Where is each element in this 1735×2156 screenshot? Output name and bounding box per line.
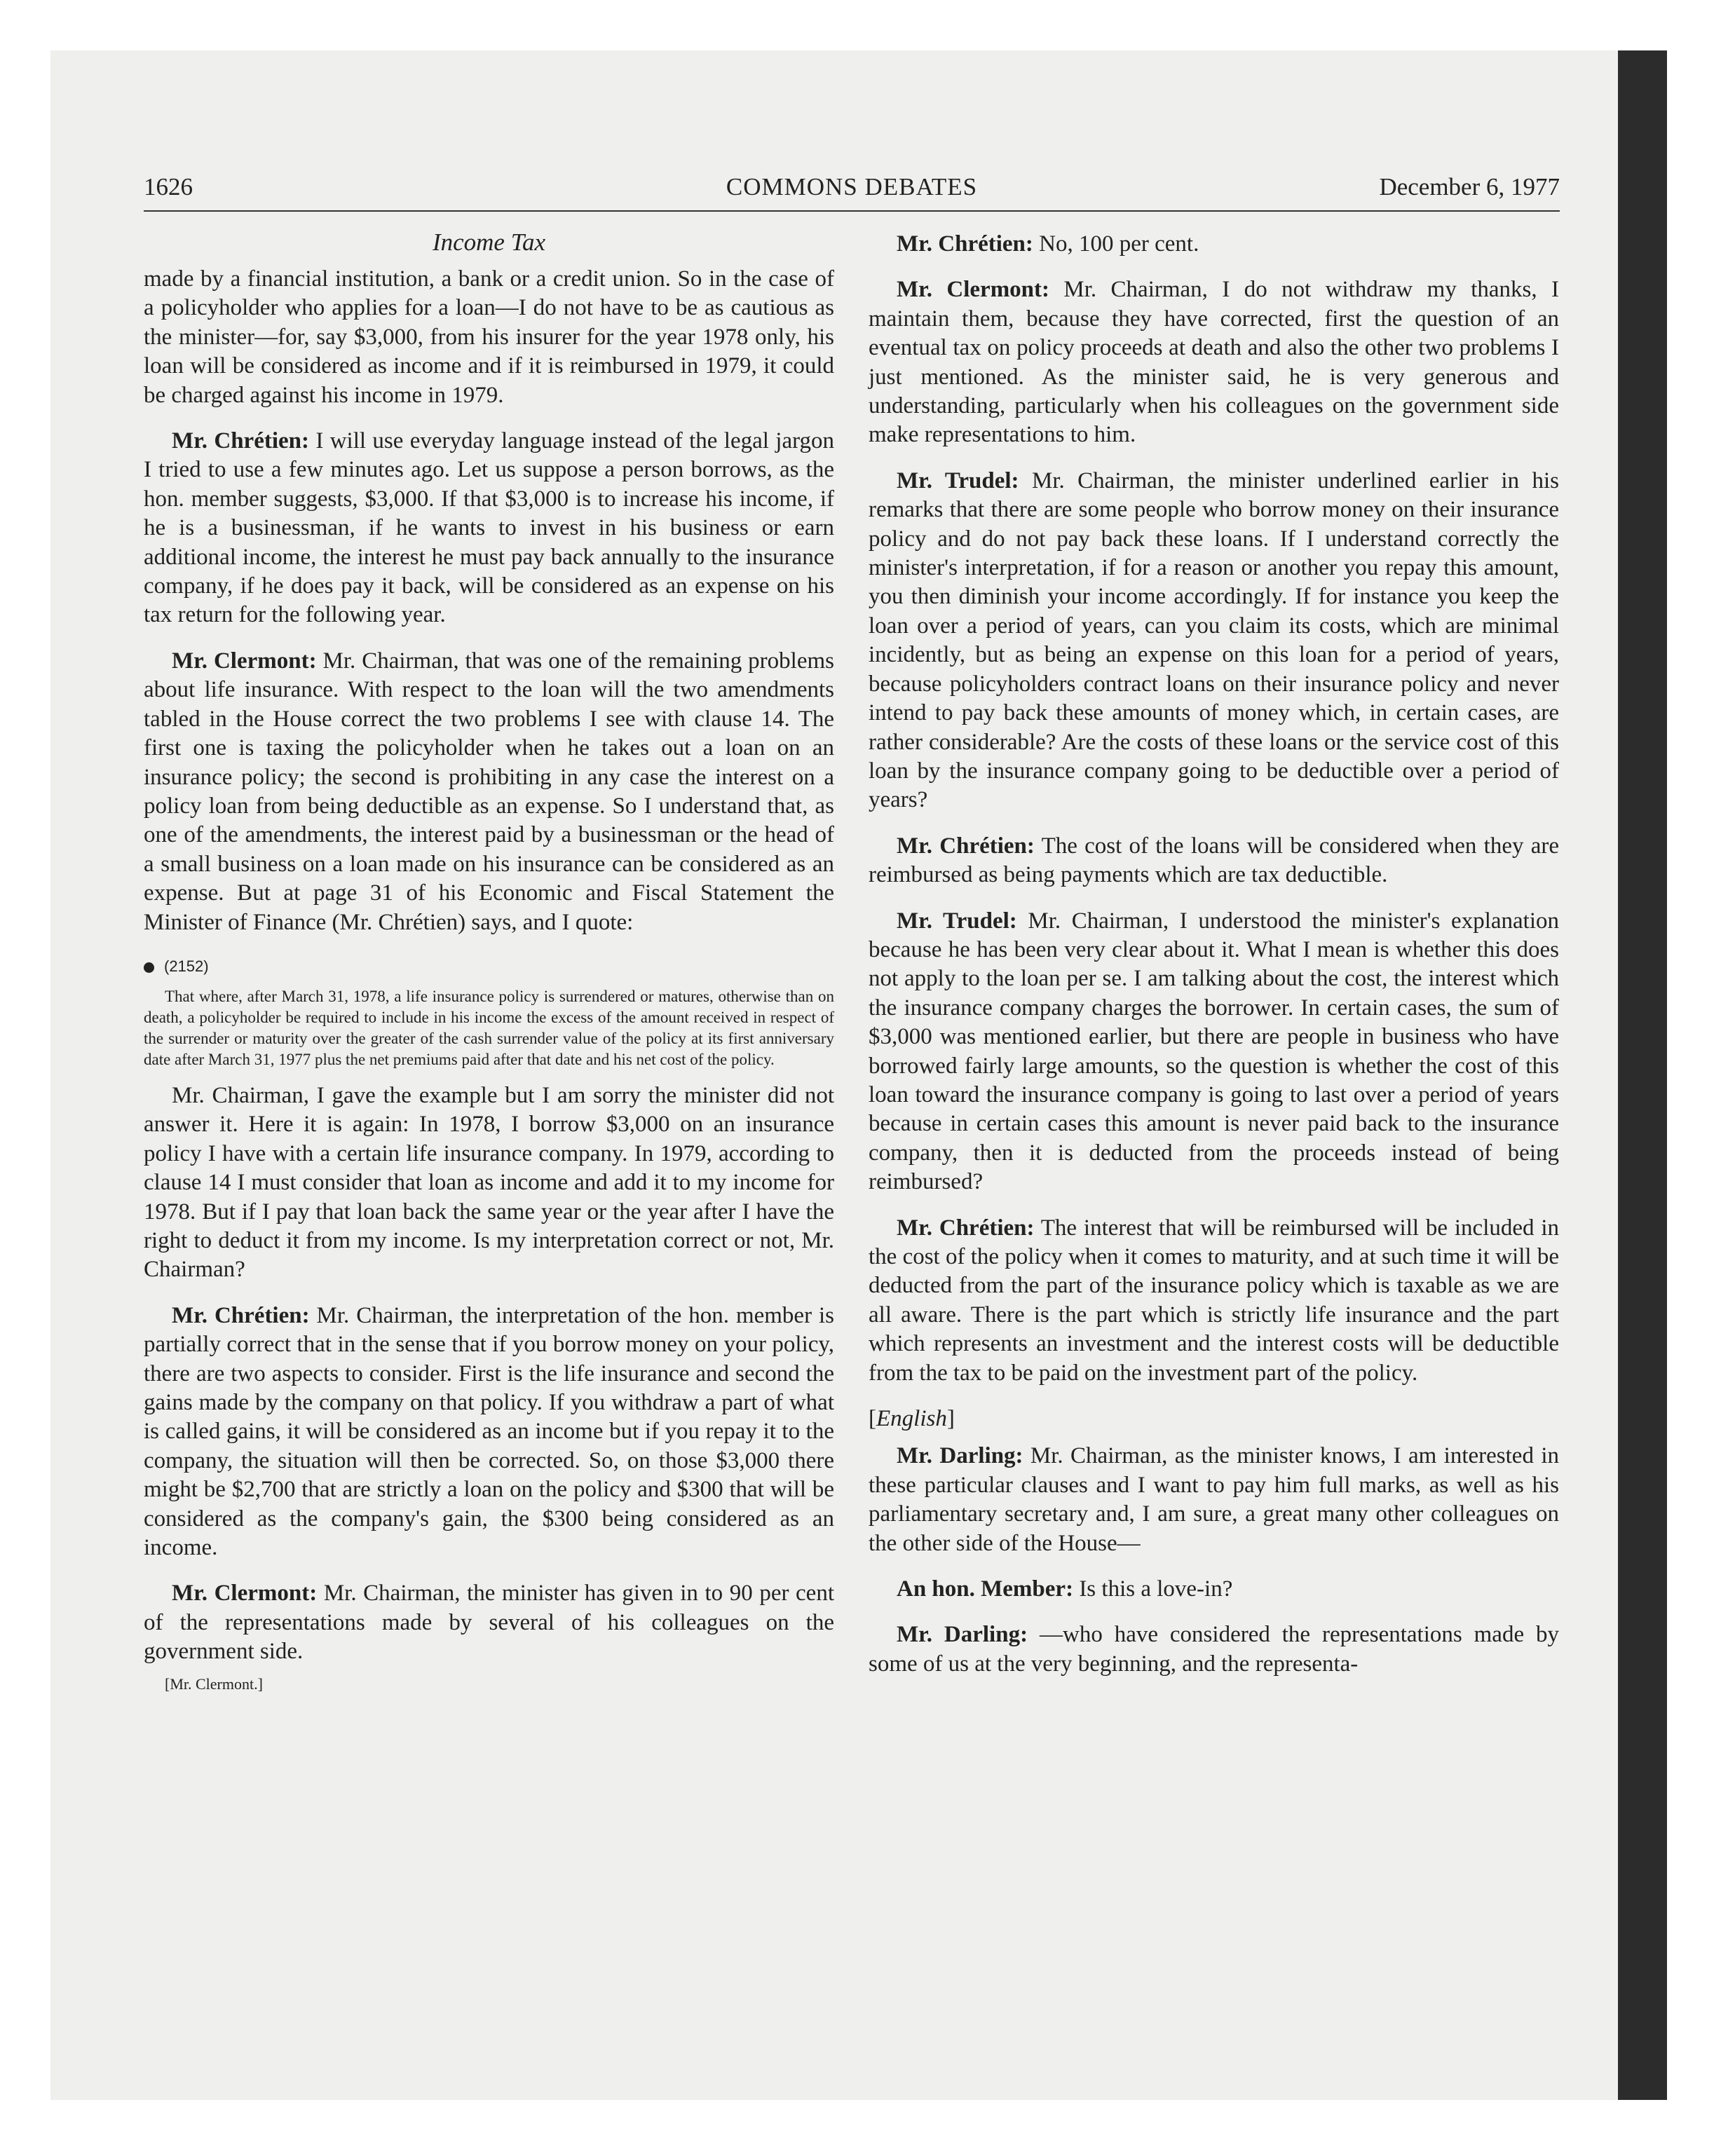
language-marker-text: English xyxy=(876,1406,947,1432)
speech-text: Mr. Chairman, I understood the minister's explanation because he has been very clear about it. What I mean is whether this does not apply to the loan per se. I am talking about the cost, the interest which the insurance company charges the borrower. In certain cases, the sum of $3,000 was mentioned earlier, but there are people in business who have borrowed fairly large amounts, so the question is whether the cost of this loan toward the insurance company is going to last over a period of years because in certain cases this amount is never paid back to the insurance company, then it is deducted from the proceeds instead of being reimbursed? xyxy=(869,908,1559,1195)
speaker-name: An hon. Member: xyxy=(897,1576,1074,1602)
speech-text: Mr. Chairman, as the minister knows, I am interested in these particular clauses and I want to pay him full marks, as well as his parliamentary secretary and, I am sure, a great many other colleagues on the other side of the House— xyxy=(869,1443,1559,1556)
speaker-name: Mr. Clermont: xyxy=(172,648,317,674)
running-header xyxy=(144,171,1560,212)
speaker-name: Mr. Darling: xyxy=(897,1622,1028,1648)
speaker-name: Mr. Chrétien: xyxy=(897,231,1033,257)
debate-subject: Income Tax xyxy=(432,228,546,256)
speech-text: Is this a love-in? xyxy=(1079,1576,1233,1602)
publication-title: COMMONS DEBATES xyxy=(726,173,978,200)
time-marker-text: (2152) xyxy=(164,957,209,975)
speech-text: Mr. Chairman, the minister has given in to 90 per cent of the representations made by several of his colleagues on the government side. xyxy=(144,1581,834,1665)
left-column xyxy=(144,265,834,1695)
speaker-name: Mr. Chrétien: xyxy=(172,1302,310,1328)
speech-paragraph xyxy=(144,647,834,937)
speaker-name: Mr. Chrétien: xyxy=(172,428,309,454)
speech-paragraph xyxy=(869,907,1559,1197)
speech-text: Mr. Chairman, I do not withdraw my thanks, I maintain them, because they have corrected, first the question of an eventual tax on policy proceeds at death and also the other two problems I just mentioned. As the minister said, he is very generous and understanding, particularly when his colleagues on the government side make representations to him. xyxy=(869,277,1559,448)
speech-paragraph xyxy=(144,427,834,630)
speech-text: No, 100 per cent. xyxy=(1039,231,1199,257)
speech-paragraph xyxy=(869,1575,1559,1604)
speech-paragraph xyxy=(869,832,1559,890)
speech-paragraph xyxy=(869,230,1559,259)
speech-text: Mr. Chairman, the minister underlined earlier in his remarks that there are some people who borrow money on their insurance policy and do not pay back these loans. If I understand correctly the minister's interpretation, if for a reason or another you repay this amount, you then diminish your income accordingly. If for instance you keep the loan over a period of years, can you claim its costs, which are minimal incidently, but as being an expense on this loan for a period of years, because policyholders contract loans on their insurance policy and never intend to pay back these amounts of money which, in certain cases, are rather considerable? Are the costs of these loans or the service cost of this loan by the insurance company going to be deductible over a period of years? xyxy=(869,468,1560,813)
speaker-name: Mr. Chrétien: xyxy=(897,1215,1035,1241)
sitting-date: December 6, 1977 xyxy=(1379,173,1560,200)
speech-paragraph xyxy=(869,1214,1559,1388)
speech-text: The cost of the loans will be considered when they are reimbursed as being payments which are tax deductible. xyxy=(869,833,1560,888)
scanner-edge-bar xyxy=(1618,50,1667,2100)
right-column xyxy=(869,231,1560,1696)
speaker-name: Mr. Trudel: xyxy=(897,468,1019,493)
speech-paragraph xyxy=(869,467,1559,815)
continuation-paragraph: Mr. Chairman, I gave the example but I am sorry the minister did not answer it. Here it is again: In 1978, I borrow $3,000 on an insurance policy I have with a certain life insurance company. In 1979, according to clause 14 I must consider that loan as income and add it to my income for 1978. But if I pay that loan back the same year or the year after I have the right to deduct it from my income. Is my interpretation correct or not, Mr. Chairman? xyxy=(144,1082,834,1283)
speaker-name: Mr. Trudel: xyxy=(897,908,1017,934)
speech-text: I will use everyday language instead of the legal jargon I tried to use a few minutes ago. Let us suppose a person borrows, as the hon. member suggests, $3,000. If that $3,000 is to increase his income, if he is a businessman, if he wants to invest in his business or earn additional income, the interest he must pay back annually to the insurance company, if he does pay it back, will be considered as an expense on his tax return for the following year. xyxy=(144,428,835,628)
page-number: 1626 xyxy=(144,173,193,200)
speech-text: Mr. Chairman, the interpretation of the hon. member is partially correct that in the sense that if you borrow money on your policy, there are two aspects to consider. First is the life insurance and second the gains made by the company on that policy. If you withdraw a part of what is called gains, it will be considered as an income but if you repay it to the company, the situation will then be corrected. So, on those $3,000 there might be $2,700 that are strictly a loan on the policy and $300 that will be considered as the company's gain, the $300 being considered as an income. xyxy=(144,1302,835,1561)
speech-paragraph xyxy=(144,1302,834,1563)
speech-text: Mr. Chairman, that was one of the remaining problems about life insurance. With respect to the loan will the two amendments tabled in the House correct the two problems I see with clause 14. The first one is taxing the policyholder when he takes out a loan on an insurance policy; the second is prohibiting in any case the interest on a policy loan from being deductible as an expense. So I understand that, as one of the amendments, the interest paid by a businessman or the head of a small business on a loan made on his insurance can be considered as an expense. But at page 31 of his Economic and Fiscal Statement the Minister of Finance (Mr. Chrétien) says, and I quote: xyxy=(144,648,834,935)
speaker-name: Mr. Darling: xyxy=(897,1443,1023,1469)
time-marker xyxy=(144,954,834,979)
speech-paragraph xyxy=(869,275,1559,449)
speaker-footer-tag: [Mr. Clermont.] xyxy=(165,1674,263,1693)
hansard-page xyxy=(144,171,1560,2007)
speech-text: —who have considered the representations made by some of us at the very beginning, and the representa- xyxy=(869,1622,1559,1677)
speech-paragraph xyxy=(144,1579,834,1666)
speaker-name: Mr. Chrétien: xyxy=(897,833,1035,859)
speech-paragraph xyxy=(869,1442,1559,1558)
speaker-name: Mr. Clermont: xyxy=(172,1581,318,1606)
bullet-icon xyxy=(144,962,154,973)
quoted-statement: That where, after March 31, 1978, a life insurance policy is surrendered or matures, otherwise than on death, a policyholder be required to include in his income the excess of the amount received in respect of the surrender or maturity over the greater of the cash surrender value of the policy at its first anniversary date after March 31, 1977 plus the net premiums paid after that date and his net cost of the policy. xyxy=(144,987,834,1068)
speech-paragraph xyxy=(869,1621,1559,1679)
language-marker: [English] xyxy=(869,1406,955,1432)
speaker-name: Mr. Clermont: xyxy=(897,277,1050,303)
speech-text: The interest that will be reimbursed will be included in the cost of the policy when it comes to maturity, and at such time it will be deducted from the part of the insurance policy which is taxable as we are all aware. There is the part which is strictly life insurance and the part which represents an investment and the interest costs will be deductible from the tax to be paid on the investment part of the policy. xyxy=(869,1215,1560,1386)
opening-paragraph: made by a financial institution, a bank or a credit union. So in the case of a policyholder who applies for a loan—I do not have to be as cautious as the minister—for, say $3,000, from his insurer for the year 1978 only, his loan will be considered as income and if it is reimbursed in 1979, it could be charged against his income in 1979. xyxy=(144,266,834,408)
